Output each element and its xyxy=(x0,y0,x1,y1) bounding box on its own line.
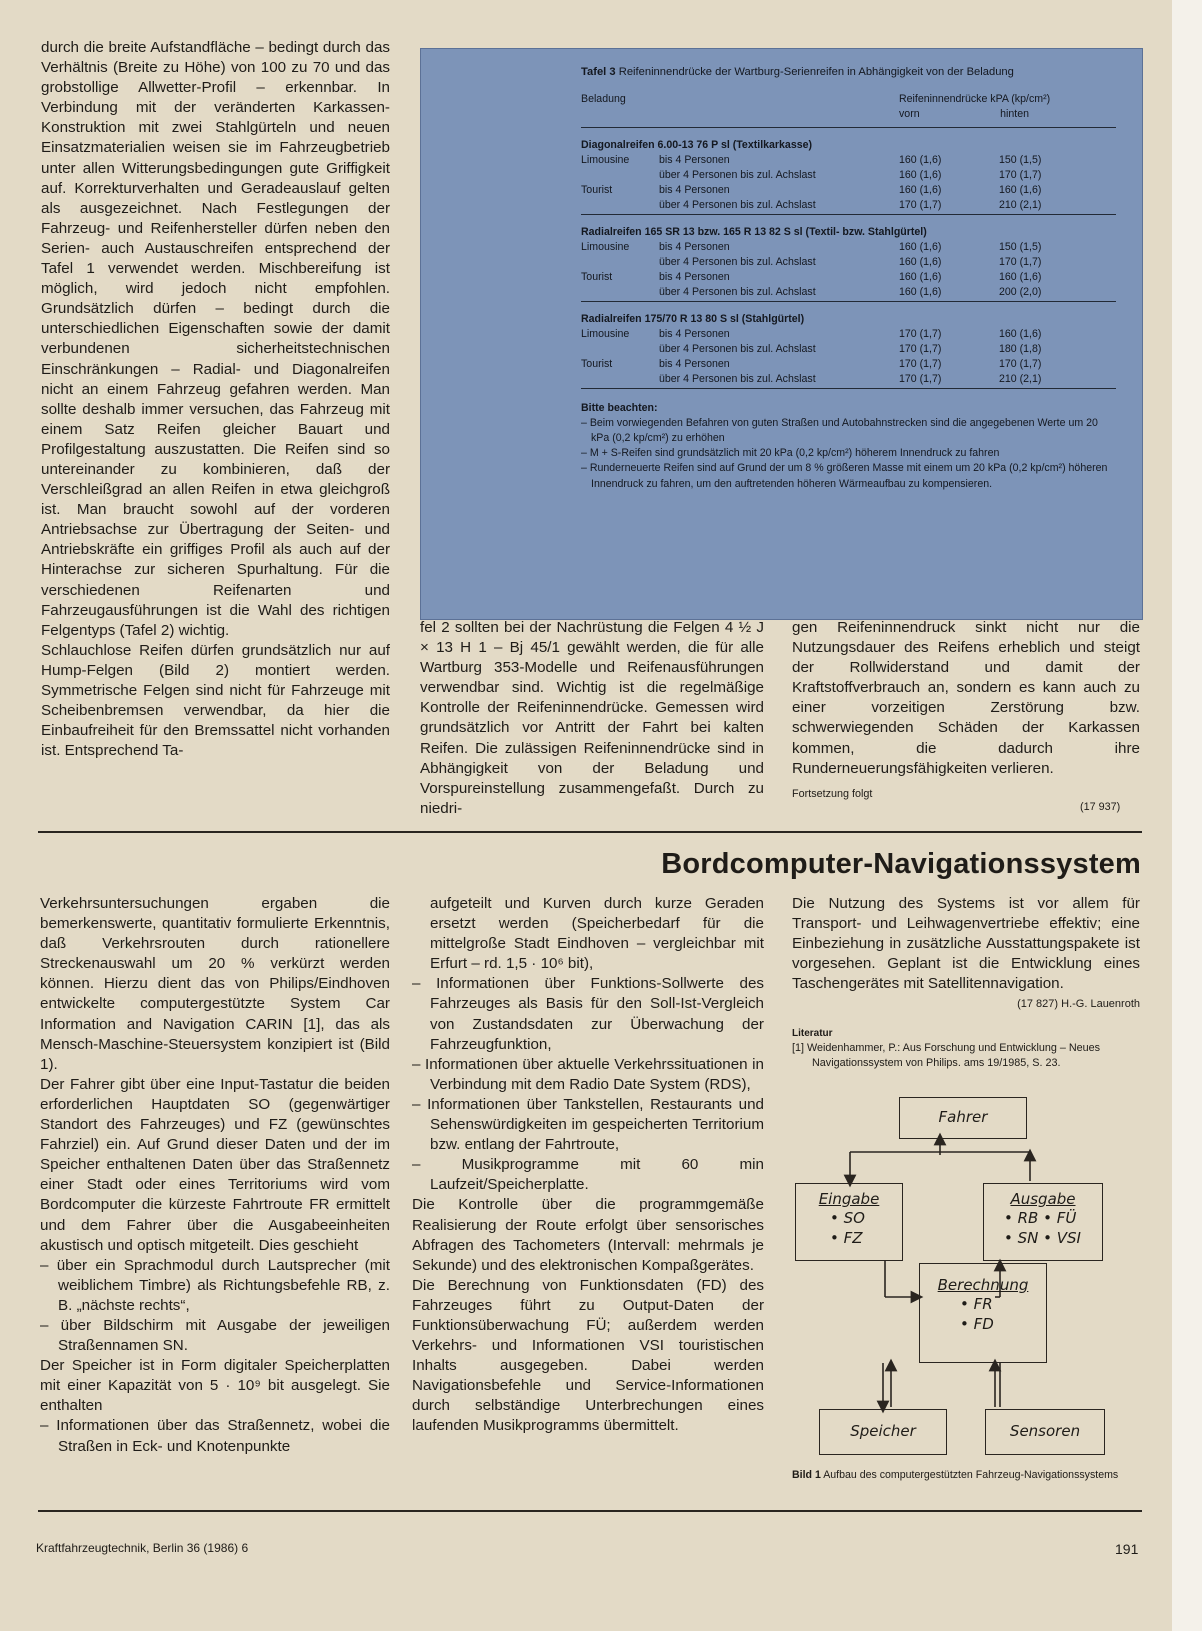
table-row xyxy=(581,198,1116,214)
paragraph: Die Berechnung von Funktionsdaten (FD) des Fahrzeuges führt zu Output-Daten der Funktionsüberwachung FÜ; außerdem werden Verkehrs- und Informationen VSI touristischen Inhalts ausgegeben. Dabei werden Navigationsbefehle und Service-Informationen durch selbständige Unterbrechungen eines laufenden Musikprogramms übermittelt. xyxy=(412,1276,764,1435)
note-item: – Beim vorwiegenden Befahren von guten Straßen und Autobahnstrecken sind die angegebenen Werte um 20 kPa (0,2 kp/cm²) zu erhöhen xyxy=(581,416,1111,446)
table-row xyxy=(581,270,1116,285)
article2-column-3 xyxy=(792,894,1140,1015)
continuation-note: Fortsetzung folgt xyxy=(792,788,873,800)
col-header-pressure: Reifeninnendrücke kPA (kp/cm²) vorn hinten xyxy=(899,92,1116,127)
list-item: – Informationen über Funktions-Sollwerte des Fahrzeuges als Basis für den Soll-Ist-Vergleich von Zustandsdaten zur Überwachung der Fahrzeugfunktion, xyxy=(412,974,764,1054)
literature xyxy=(792,1027,1142,1070)
cell-hinten: 170 (1,7) xyxy=(999,169,1042,182)
cell-vorn: 170 (1,7) xyxy=(899,343,942,356)
page-edge xyxy=(1172,0,1202,1631)
cell-vorn: 170 (1,7) xyxy=(899,358,942,371)
cell-vehicle: Limousine xyxy=(581,240,630,253)
table-caption xyxy=(581,65,1116,80)
cell-hinten: 160 (1,6) xyxy=(999,271,1042,284)
cell-load: bis 4 Personen xyxy=(659,327,730,340)
cell-hinten: 210 (2,1) xyxy=(999,373,1042,386)
notes-title: Bitte beachten: xyxy=(581,401,658,414)
list-item: – über ein Sprachmodul durch Lautsprecher (mit weiblichem Timbre) als Richtungsbefehle RB, z. B. „nächste rechts“, xyxy=(40,1256,390,1316)
cell-vehicle: Limousine xyxy=(581,327,630,340)
literature-entry: [1] Weidenhammer, P.: Aus Forschung und Entwicklung – Neues Navigationssystem von Philips. ams 19/1985, S. 23. xyxy=(792,1042,1101,1069)
paragraph: Der Speicher ist in Form digitaler Speicherplatten mit einer Kapazität von 5 · 10⁹ bit ausgelegt. Sie enthalten xyxy=(40,1357,390,1415)
paragraph: Verkehrsuntersuchungen ergaben die bemerkenswerte, quantitativ formulierte Erkenntnis, daß Verkehrsrouten durch rationellere Streckenauswahl um 20 % verkürzt werden können. Hierzu dient das von Philips/Eindhoven entwickelte computergestützte System Car Information and Navigation CARIN [1], das als Mensch-Maschine-Steuersystem konzipiert ist (Bild 1). xyxy=(40,895,390,1073)
table-row xyxy=(581,357,1116,372)
cell-vehicle xyxy=(581,372,659,388)
eingabe-item: • FZ xyxy=(796,1228,902,1248)
ausgabe-box xyxy=(983,1183,1103,1261)
cell-load: über 4 Personen bis zul. Achslast xyxy=(659,343,816,356)
cell-vorn: 160 (1,6) xyxy=(899,256,942,269)
figure-caption-text: Aufbau des computergestützten Fahrzeug-Navigationssystems xyxy=(823,1469,1119,1481)
list-item: – Musikprogramme mit 60 min Laufzeit/Speicherplatte. xyxy=(412,1155,764,1195)
table-row xyxy=(581,285,1116,301)
table-row xyxy=(581,255,1116,270)
table-row xyxy=(581,327,1116,342)
table-row xyxy=(581,153,1116,168)
eingabe-box xyxy=(795,1183,903,1261)
tire-group-title: Radialreifen 165 SR 13 bzw. 165 R 13 82 S sl (Textil- bzw. Stahlgürtel) xyxy=(581,214,1116,240)
table-row xyxy=(581,183,1116,198)
sensoren-label: Sensoren xyxy=(1009,1422,1081,1440)
top-middle-column xyxy=(420,618,764,819)
cell-vehicle: Limousine xyxy=(581,153,630,166)
table-row xyxy=(581,342,1116,357)
article2-column-1 xyxy=(40,894,390,1457)
list-item: – über Bildschirm mit Ausgabe der jeweiligen Straßennamen SN. xyxy=(40,1316,390,1356)
cell-vehicle: Tourist xyxy=(581,184,613,197)
cell-vorn: 160 (1,6) xyxy=(899,153,942,166)
cell-vehicle xyxy=(581,168,659,183)
cell-vehicle xyxy=(581,198,659,214)
cell-hinten: 180 (1,8) xyxy=(999,343,1042,356)
col-header-hinten: hinten xyxy=(1000,108,1029,121)
literature-title: Literatur xyxy=(792,1028,833,1039)
section-divider xyxy=(38,831,1142,833)
note-item: – M + S-Reifen sind grundsätzlich mit 20 kPa (0,2 kp/cm²) höherem Innendruck zu fahren xyxy=(581,446,1111,461)
berechnung-box xyxy=(919,1263,1047,1363)
col-header-vorn: vorn xyxy=(899,108,920,121)
paragraph xyxy=(792,894,1140,1011)
paragraph: gen Reifeninnendruck sinkt nicht nur die Nutzungsdauer des Reifens erheblich und steigt der Rollwiderstand und damit der Kraftstoffverbrauch an, sondern es kann auch zu einer vorzeitigen Zerstörung bzw. schwerwiegenden Schäden der Karkassen kommen, die dadurch ihre Runderneuerungsfähigkeiten verlieren. xyxy=(792,619,1140,777)
ausgabe-item: • RB • FÜ xyxy=(984,1208,1102,1228)
tire-group-title: Radialreifen 175/70 R 13 80 S sl (Stahlgürtel) xyxy=(581,301,1116,327)
table-row xyxy=(581,240,1116,255)
cell-hinten: 150 (1,5) xyxy=(999,153,1042,166)
list-item: – Informationen über Tankstellen, Restaurants und Sehenswürdigkeiten im gespeicherten Territorium bzw. entlang der Fahrtroute, xyxy=(412,1095,764,1155)
list-item: – Informationen über aktuelle Verkehrssituationen in Verbindung mit dem Radio Date System (RDS), xyxy=(412,1055,764,1095)
list-item: – Informationen über das Straßennetz, wobei die Straßen in Eck- und Knotenpunkte xyxy=(40,1416,390,1456)
author-signature: (17 827) H.-G. Lauenroth xyxy=(1017,998,1140,1011)
cell-vehicle xyxy=(581,285,659,301)
fahrer-box xyxy=(899,1097,1027,1139)
eingabe-item: • SO xyxy=(796,1208,902,1228)
cell-load: über 4 Personen bis zul. Achslast xyxy=(659,286,816,299)
cell-load: über 4 Personen bis zul. Achslast xyxy=(659,373,816,386)
paragraph: Schlauchlose Reifen dürfen grundsätzlich nur auf Hump-Felgen (Bild 2) montiert werden. Symmetrische Felgen sind nicht für Fahrzeuge mit Scheibenbremsen verwendbar, da hier die Einbaufreiheit für den Bremssattel nicht vorhanden ist. Entsprechend Ta- xyxy=(41,641,390,760)
cell-vorn: 170 (1,7) xyxy=(899,373,942,386)
cell-vorn: 160 (1,6) xyxy=(899,286,942,299)
figure-caption xyxy=(792,1468,1142,1482)
cell-vorn: 170 (1,7) xyxy=(899,327,942,340)
paragraph: Die Kontrolle über die programmgemäße Realisierung der Route erfolgt über sensorisches Abfragen des Tachometers (Intervall: mehrmals je Sekunde) und des elektronischen Kompaßgerätes. xyxy=(412,1196,764,1274)
table-rule xyxy=(581,388,1116,389)
paragraph: durch die breite Aufstandfläche – bedingt durch das Verhältnis (Breite zu Höhe) von 100 zu 70 und das grobstollige Allwetter-Profil – erkennbar. In Verbindung mit der veränderten Karkassen-Konstruktion mit zwei Stahlgürteln und neuen Einsatzmaterialien weisen sie im Fahrzeugbetrieb unter allen Witterungsbedingungen gute Griffigkeit auf. Korrekturverhalten und Geradeauslauf gelten als ausgezeichnet. Nach Festlegungen der Fahrzeug- und Reifenhersteller dürfen neben den Serien- auch Austauschreifen entsprechend der Tafel 1 verwendet werden. Mischbereifung ist möglich, wird jedoch nicht empfohlen. Grundsätzlich dürfen – bedingt durch die unterschiedlichen Eigenschaften sowie der damit verbundenen sicherheitstechnischen Einschränkungen – Radial- und Diagonalreifen nicht an einem Fahrzeug gefahren werden. Man sollte deshalb immer versuchen, das Fahrzeug mit einem Satz Reifen gleicher Bauart und Profilgestaltung auszustatten. Die Reifen sind so untereinander zu kombinieren, daß der Verschleißgrad an allen Reifen in etwa gleichgroß ist. Man braucht sowohl auf der vorderen Antriebsachse zur Übertragung der Seiten- und Antriebskräfte ein griffiges Profil als auch auf der Hinterachse zur sicheren Spurhaltung. Für die verschiedenen Reifenarten und Fahrzeugausführungen ist die Wahl des richtigen Felgentyps (Tafel 2) wichtig. xyxy=(41,39,390,639)
table-notes xyxy=(581,401,1116,492)
col-header-beladung: Beladung xyxy=(581,93,626,106)
pressure-table xyxy=(581,92,1116,388)
berechnung-label: Berechnung xyxy=(937,1276,1029,1294)
cell-vehicle xyxy=(581,255,659,270)
cell-vehicle: Tourist xyxy=(581,271,613,284)
eingabe-label: Eingabe xyxy=(818,1190,880,1208)
ausgabe-label: Ausgabe xyxy=(1010,1190,1076,1208)
cell-vorn: 160 (1,6) xyxy=(899,184,942,197)
fahrer-label: Fahrer xyxy=(938,1108,988,1126)
tire-group-title: Diagonalreifen 6.00-13 76 P sl (Textilkarkasse) xyxy=(581,127,1116,153)
footer-journal: Kraftfahrzeugtechnik, Berlin 36 (1986) 6 xyxy=(36,1541,249,1555)
cell-hinten: 200 (2,0) xyxy=(999,286,1042,299)
table-row xyxy=(581,372,1116,388)
cell-hinten: 160 (1,6) xyxy=(999,327,1042,340)
article2-column-2 xyxy=(412,894,764,1437)
sensoren-box xyxy=(985,1409,1105,1455)
top-left-column xyxy=(41,38,390,761)
cell-hinten: 150 (1,5) xyxy=(999,240,1042,253)
page-number: 191 xyxy=(1115,1541,1139,1557)
cell-hinten: 210 (2,1) xyxy=(999,199,1042,212)
navigation-system-diagram xyxy=(795,1097,1145,1477)
cell-load: über 4 Personen bis zul. Achslast xyxy=(659,169,816,182)
speicher-label: Speicher xyxy=(850,1422,916,1440)
paragraph-text: Die Nutzung des Systems ist vor allem für Transport- und Leihwagenvertriebe effektiv; eine Einbeziehung in zusätzliche Ausstattungspakete ist vorgesehen. Geplant ist die Entwicklung eines Taschengerätes mit Satellitennavigation. xyxy=(792,895,1140,993)
cell-load: über 4 Personen bis zul. Achslast xyxy=(659,256,816,269)
footer-divider xyxy=(38,1510,1142,1512)
tafel-3-table-box xyxy=(420,48,1143,620)
cell-load: bis 4 Personen xyxy=(659,240,730,253)
note-item: – Runderneuerte Reifen sind auf Grund der um 8 % größeren Masse mit einem um 20 kPa (0,2 kp/cm²) höheren Innendruck zu fahren, um den auftretenden höheren Wärmeaufbau zu kompensieren. xyxy=(581,461,1111,491)
article-id: (17 937) xyxy=(1080,801,1121,813)
cell-vorn: 160 (1,6) xyxy=(899,169,942,182)
cell-vorn: 160 (1,6) xyxy=(899,240,942,253)
cell-load: über 4 Personen bis zul. Achslast xyxy=(659,199,816,212)
berechnung-item: • FD xyxy=(920,1314,1046,1334)
cell-vehicle xyxy=(581,342,659,357)
paragraph: fel 2 sollten bei der Nachrüstung die Felgen 4 ½ J × 13 H 1 – Bj 45/1 gewählt werden, die für alle Wartburg 353-Modelle und Reifenausführungen verwendbar sind. Wichtig ist die regelmäßige Kontrolle der Reifeninnendrücke. Gemessen wird grundsätzlich vor Antritt der Fahrt bei kalten Reifen. Die zulässigen Reifeninnendrücke sind in Abhängigkeit von der Beladung und Vorspureinstellung zusammengefaßt. Durch zu niedri- xyxy=(420,619,764,817)
cell-vorn: 160 (1,6) xyxy=(899,271,942,284)
cell-vehicle: Tourist xyxy=(581,358,613,371)
paragraph: Der Fahrer gibt über eine Input-Tastatur die beiden erforderlichen Hauptdaten SO (gegenwärtiger Standort des Fahrzeuges) und FZ (gewünschtes Fahrziel) ein. Auf Grund dieser Daten und der im Speicher enthaltenen Daten über das Straßennetz einer Stadt oder eines Territoriums wird vom Bordcomputer die kürzeste Fahrtroute FR ermittelt und dem Fahrer über die Ausgabeeinheiten akustisch und optisch mitgeteilt. Dies geschieht xyxy=(40,1075,390,1254)
figure-caption-label: Bild 1 xyxy=(792,1469,821,1481)
paragraph: aufgeteilt und Kurven durch kurze Geraden ersetzt werden (Speicherbedarf für die mittelgroße Stadt Eindhoven – vergleichbar mit Erfurt – rd. 1,5 · 10⁶ bit), xyxy=(430,895,764,973)
table-caption-text: Reifeninnendrücke der Wartburg-Serienreifen in Abhängigkeit von der Beladung xyxy=(618,66,1014,78)
table-row xyxy=(581,168,1116,183)
cell-load: bis 4 Personen xyxy=(659,271,730,284)
cell-hinten: 170 (1,7) xyxy=(999,358,1042,371)
cell-load: bis 4 Personen xyxy=(659,358,730,371)
berechnung-item: • FR xyxy=(920,1294,1046,1314)
top-right-column xyxy=(792,618,1140,779)
speicher-box xyxy=(819,1409,947,1455)
cell-load: bis 4 Personen xyxy=(659,184,730,197)
cell-load: bis 4 Personen xyxy=(659,153,730,166)
cell-vorn: 170 (1,7) xyxy=(899,199,942,212)
cell-hinten: 170 (1,7) xyxy=(999,256,1042,269)
table-caption-label: Tafel 3 xyxy=(581,66,616,78)
cell-hinten: 160 (1,6) xyxy=(999,184,1042,197)
ausgabe-item: • SN • VSI xyxy=(984,1228,1102,1248)
article-title: Bordcomputer-Navigationssystem xyxy=(661,848,1141,880)
